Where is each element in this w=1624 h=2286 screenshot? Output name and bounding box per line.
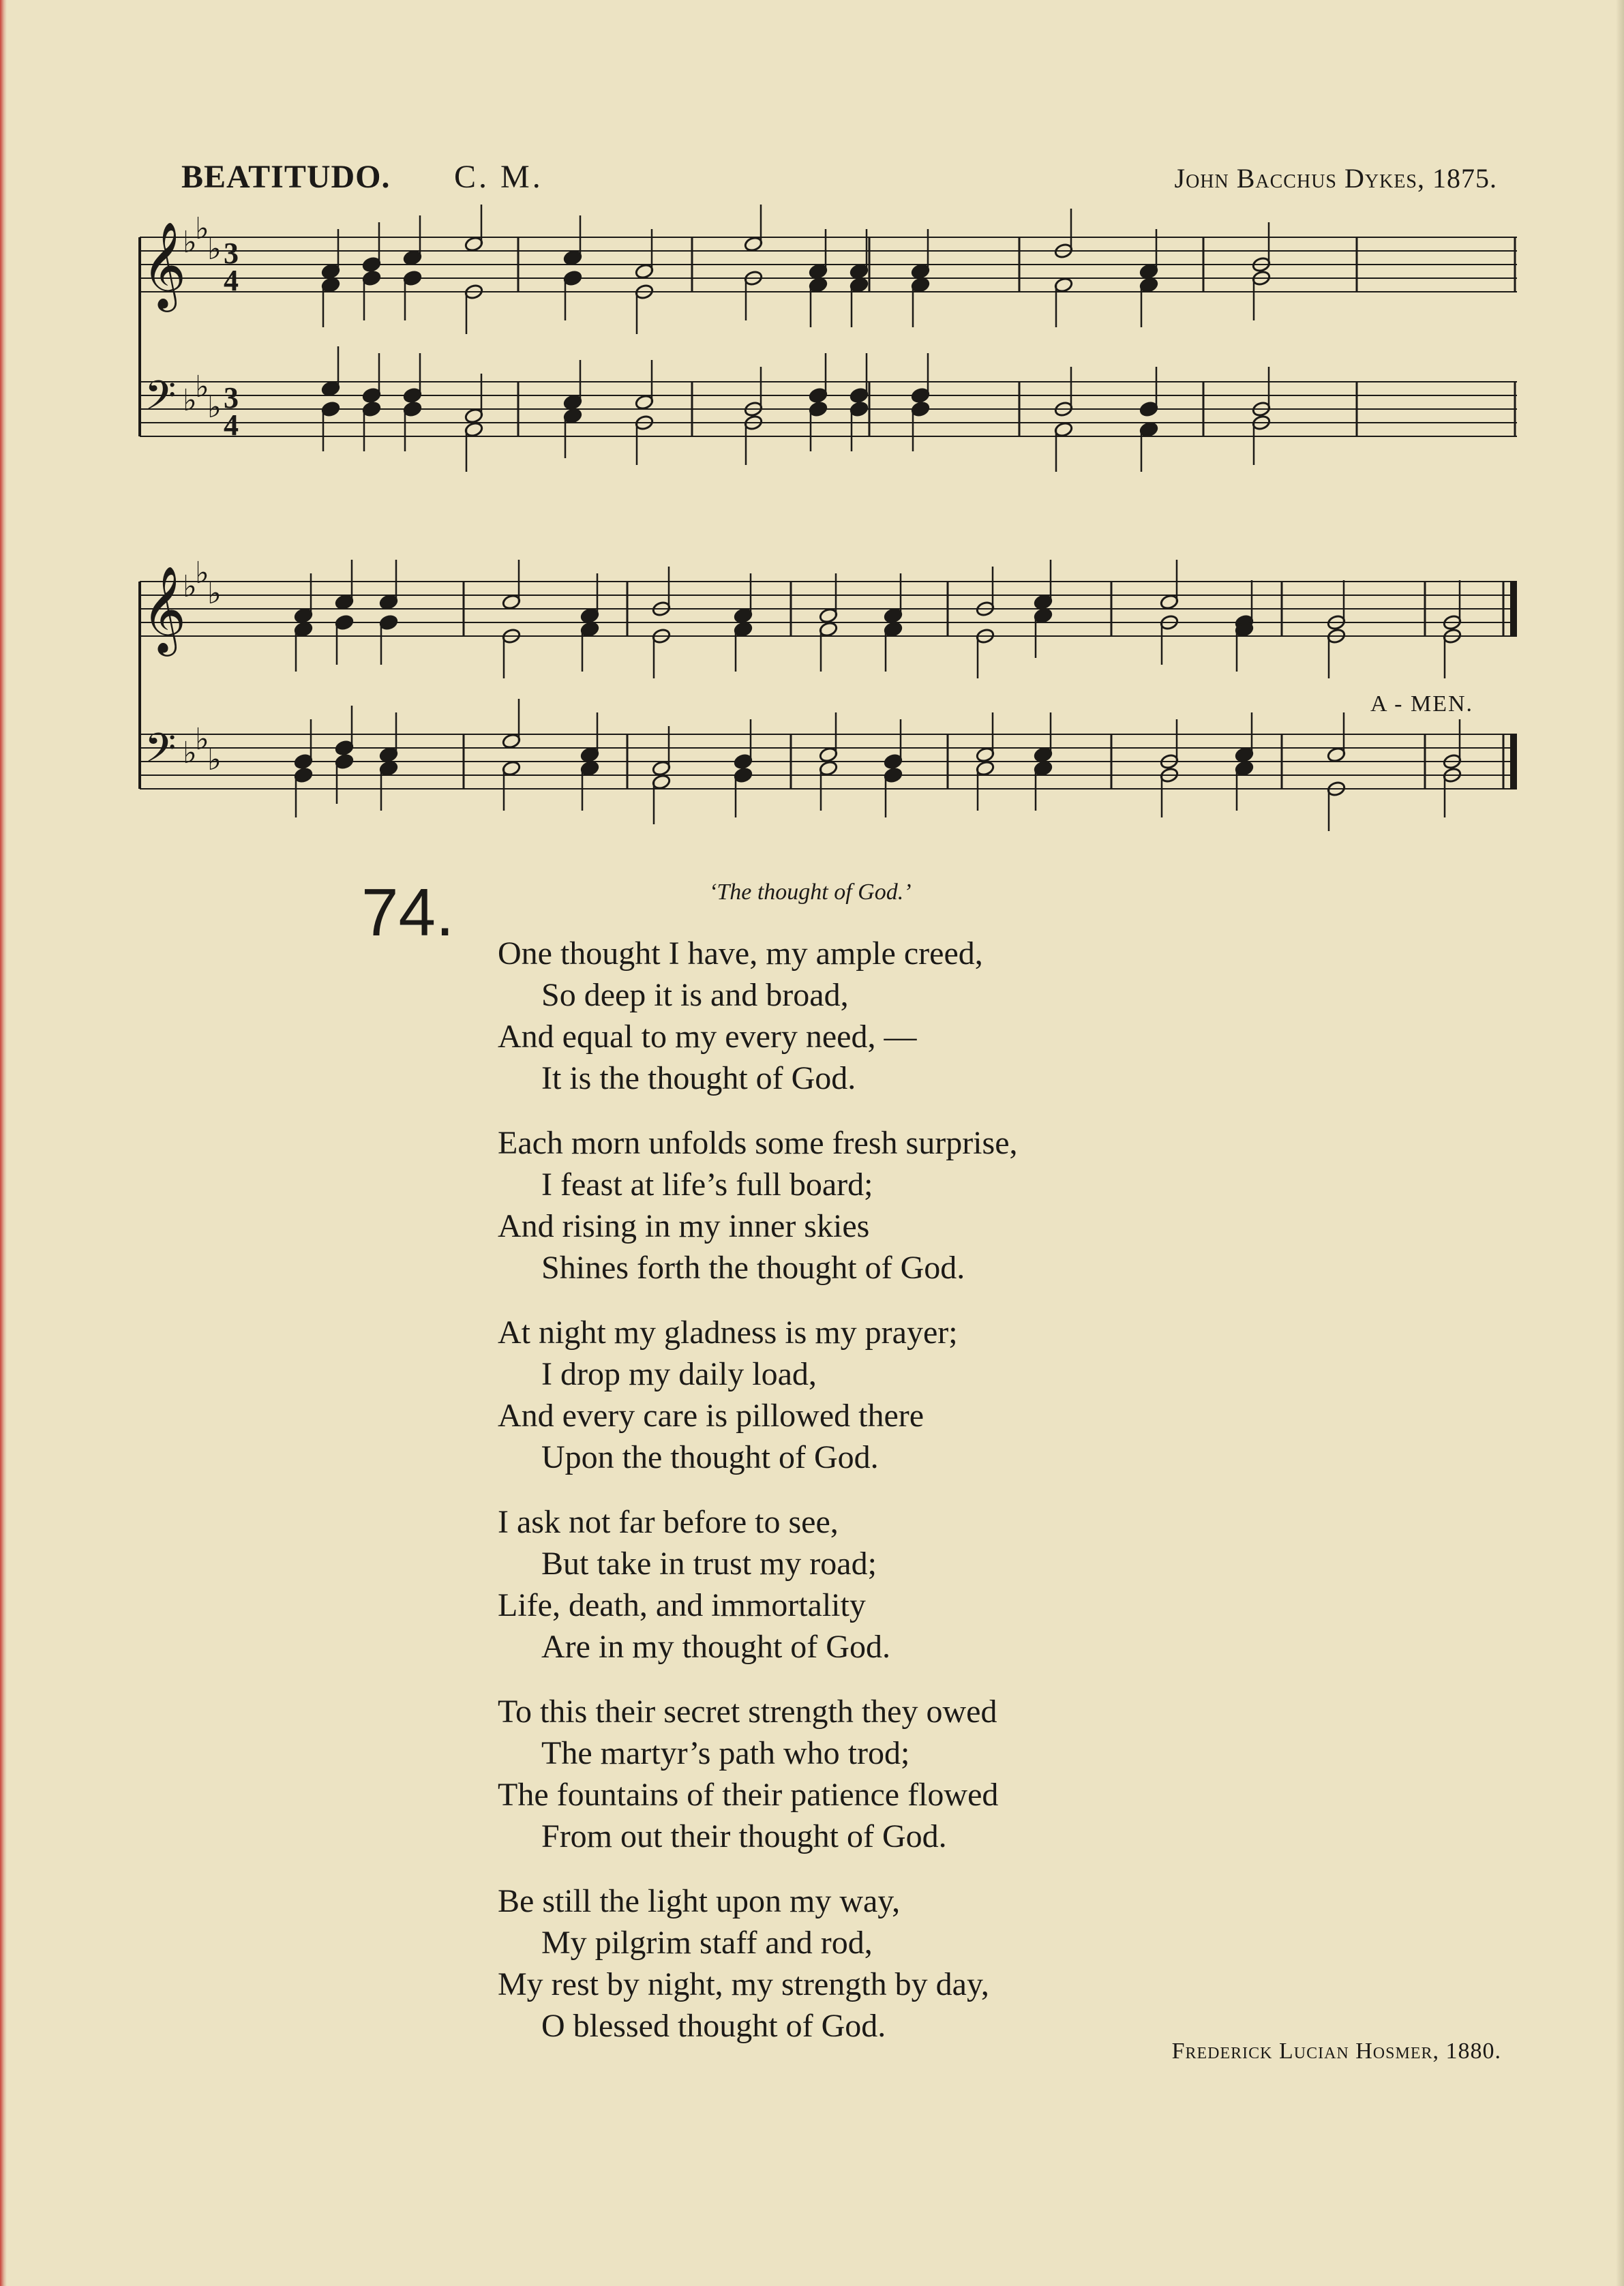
page-edge-left [0, 0, 7, 2286]
verse-line: Are in my thought of God. [541, 1629, 890, 1665]
final-barline [1510, 734, 1517, 789]
time-signature-top: 3 [224, 237, 239, 270]
amen-label: A - MEN. [1370, 691, 1474, 717]
verse-line: And rising in my inner skies [498, 1208, 870, 1244]
flat-sign: ♭ [195, 722, 209, 757]
time-signature-bottom: 4 [224, 264, 239, 297]
verses [498, 933, 1316, 2070]
stanza [498, 1312, 1316, 1478]
flat-sign: ♭ [207, 576, 222, 611]
flat-sign: ♭ [183, 225, 197, 260]
verse-line: My rest by night, my strength by day, [498, 1966, 989, 2002]
verse-line: Upon the thought of God. [541, 1439, 879, 1475]
page-edge-right [1616, 0, 1624, 2286]
flat-sign: ♭ [195, 370, 209, 404]
verse-line: One thought I have, my ample creed, [498, 935, 983, 972]
verse-line: From out their thought of God. [541, 1818, 947, 1854]
bass-clef-icon: 𝄢 [145, 724, 177, 781]
verse-line: I drop my daily load, [541, 1356, 817, 1392]
bass-clef-icon: 𝄢 [145, 372, 177, 429]
stanza [498, 1880, 1316, 2047]
verse-line: So deep it is and broad, [541, 977, 849, 1013]
flat-sign: ♭ [207, 232, 222, 267]
hymn-number: 74. [361, 875, 455, 950]
meter: C. M. [454, 159, 543, 195]
stanza [498, 933, 1316, 1099]
verse-line: Life, death, and immortality [498, 1587, 866, 1623]
treble-clef-icon: 𝄞 [142, 565, 187, 652]
verse-line: It is the thought of God. [541, 1060, 856, 1096]
verse-line: But take in trust my road; [541, 1546, 877, 1582]
time-signature-bottom: 4 [224, 408, 239, 442]
stanza [498, 1501, 1316, 1668]
verse-line: I feast at life’s full board; [541, 1167, 873, 1203]
tune-header [181, 158, 1497, 206]
verse-line: And every care is pillowed there [498, 1398, 924, 1434]
score-system-1 [136, 205, 1527, 525]
verse-line: Be still the light upon my way, [498, 1883, 901, 1919]
verse-line: I ask not far before to see, [498, 1504, 839, 1540]
hymn-title: ‘The thought of God.’ [709, 879, 912, 905]
time-signature-top: 3 [224, 381, 239, 415]
score-system-2 [136, 542, 1527, 869]
final-barline [1510, 582, 1517, 636]
flat-sign: ♭ [207, 742, 222, 777]
verse-line: Shines forth the thought of God. [541, 1250, 965, 1286]
verse-line: To this their secret strength they owed [498, 1694, 997, 1730]
verse-line: The fountains of their patience flowed [498, 1777, 999, 1813]
flat-sign: ♭ [183, 383, 197, 418]
stanza [498, 1691, 1316, 1857]
composer: John Bacchus Dykes, 1875. [1174, 163, 1497, 194]
verse-line: O blessed thought of God. [541, 2008, 886, 2044]
verse-line: At night my gladness is my prayer; [498, 1314, 958, 1351]
verse-line: My pilgrim staff and rod, [541, 1925, 873, 1961]
flat-sign: ♭ [183, 569, 197, 604]
stanza [498, 1122, 1316, 1289]
flat-sign: ♭ [183, 736, 197, 770]
verse-line: The martyr’s path who trod; [541, 1735, 910, 1771]
flat-sign: ♭ [207, 390, 222, 425]
verse-line: Each morn unfolds some fresh surprise, [498, 1125, 1018, 1161]
flat-sign: ♭ [195, 211, 209, 246]
verse-line: And equal to my every need, — [498, 1019, 917, 1055]
tune-name: BEATITUDO. [181, 159, 391, 195]
flat-sign: ♭ [195, 556, 209, 590]
treble-clef-icon: 𝄞 [142, 221, 187, 308]
author: Frederick Lucian Hosmer, 1880. [1171, 2039, 1501, 2064]
